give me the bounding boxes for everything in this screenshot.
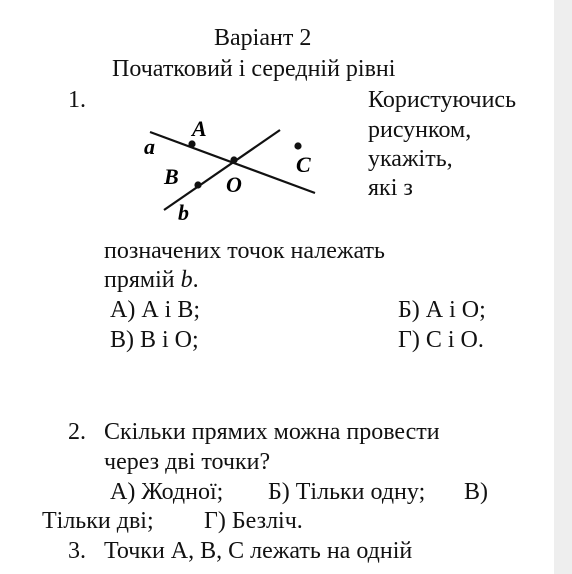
q3-text: Точки A, B, C лежать на одній [104,538,413,564]
q1-text-line-3: укажіть, [368,146,453,172]
q1-text-line-1: Користуючись [368,87,517,113]
label-O: O [226,172,242,197]
q3-number: 3. [68,538,86,564]
lines-figure [130,108,330,228]
q1-number: 1. [68,87,86,113]
q1-option-c: В) В і О; [110,327,199,353]
q1-option-b: Б) А і О; [398,297,486,323]
q1-option-a: А) А і В; [110,297,200,323]
variant-title: Варіант 2 [214,25,312,51]
q2-option-d: Г) Безліч. [204,508,303,534]
point-A [188,140,195,147]
label-a: a [144,134,155,159]
line-b-var: b [180,267,193,293]
point-C [294,142,301,149]
q2-number: 2. [68,419,86,445]
label-B: B [164,164,179,189]
point-O [230,156,237,163]
page-edge [554,0,572,574]
q1-text-line-6: прямій b. [104,267,199,293]
q2-option-b: Б) Тільки одну; [268,479,426,505]
line-b [164,130,280,210]
q2-text-line-2: через дві точки? [104,449,271,475]
label-A: A [192,116,207,141]
level-title: Початковий і середній рівні [112,56,396,82]
label-C: C [296,152,311,177]
q2-option-a: А) Жодної; [110,479,224,505]
q1-option-d: Г) С і О. [398,327,484,353]
point-B [194,181,201,188]
label-b: b [178,200,189,225]
q1-text-line-2: рисунком, [368,117,472,143]
q2-text-line-1: Скільки прямих можна провести [104,419,440,445]
q2-option-c-prefix: В) [464,479,488,505]
q1-text-line-4: які з [368,175,413,201]
q2-option-c-rest: Тільки дві; [42,508,154,534]
q1-text-line-5: позначених точок належать [104,238,385,264]
